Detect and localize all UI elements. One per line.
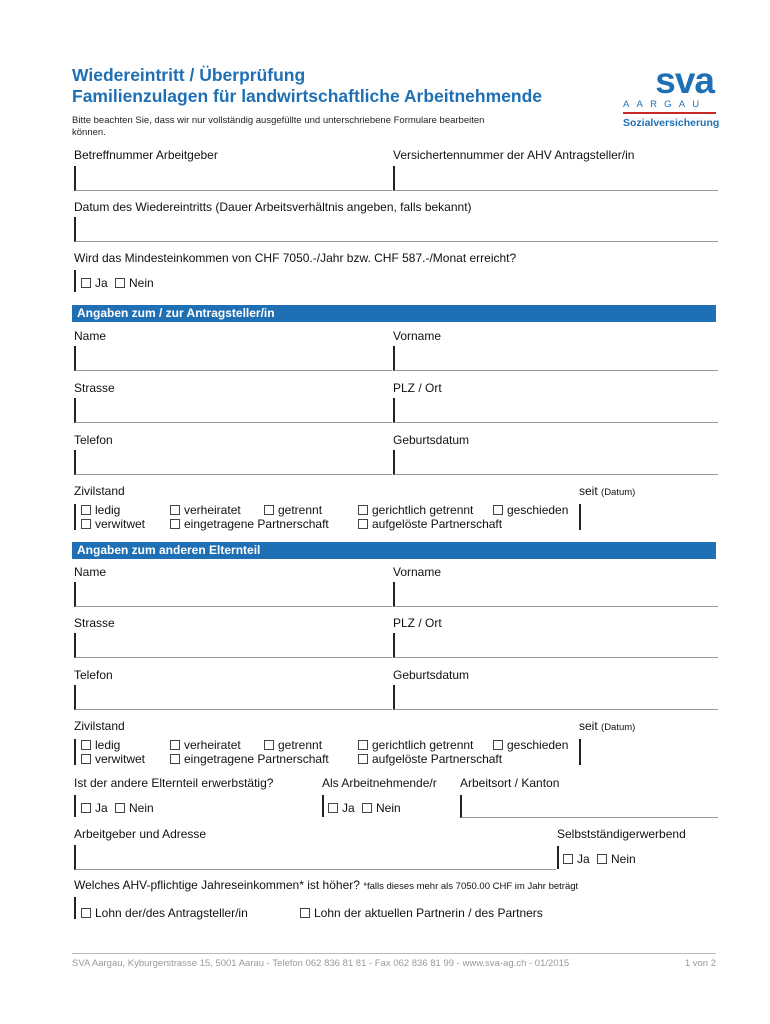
other-single-checkbox[interactable] [81, 738, 120, 752]
field-marker [322, 795, 324, 817]
checkbox-box [170, 754, 180, 764]
other-firstname-label: Vorname [393, 565, 442, 579]
form-subtitle: Familienzulagen für landwirtschaftliche Arbeitnehmende [72, 86, 542, 106]
checkbox-label: Ja [342, 801, 355, 815]
applicant-civil-status-label: Zivilstand [74, 484, 125, 498]
checkbox-box [358, 519, 368, 529]
field-marker [74, 504, 76, 530]
checkbox-box [300, 908, 310, 918]
page-number: 1 von 2 [684, 958, 716, 969]
income-partner-checkbox[interactable] [300, 906, 543, 920]
as-employee-label: Als Arbeitnehmende/r [322, 776, 437, 790]
checkbox-box [358, 740, 368, 750]
ahv-number-label: Versichertennummer der AHV Antragsteller/in [393, 148, 635, 162]
min-income-no-checkbox[interactable] [115, 276, 154, 290]
employer-address-label: Arbeitgeber und Adresse [74, 827, 207, 841]
field-marker [557, 846, 559, 869]
footer-address: SVA Aargau, Kyburgerstrasse 15, 5001 Aarau - Telefon 062 836 81 81 - Fax 062 836 81 99 - www.sva-ag.ch - 01/2015 [72, 958, 570, 969]
checkbox-label: geschieden [507, 503, 569, 517]
checkbox-label: verheiratet [184, 503, 241, 517]
reentry-date-field[interactable] [74, 217, 718, 242]
self-employed-yes-checkbox[interactable] [563, 852, 590, 866]
checkbox-box [81, 908, 91, 918]
applicant-dissolved-checkbox[interactable] [358, 517, 502, 531]
checkbox-box [362, 803, 372, 813]
other-street-label: Strasse [74, 616, 115, 630]
applicant-birthdate-label: Geburtsdatum [393, 433, 470, 447]
other-widowed-checkbox[interactable] [81, 752, 145, 766]
employer-ref-field[interactable] [74, 166, 392, 191]
checkbox-label: Nein [129, 801, 154, 815]
checkbox-label: Lohn der/des Antragsteller/in [95, 906, 248, 920]
checkbox-label: getrennt [278, 738, 323, 752]
other-dissolved-checkbox[interactable] [358, 752, 502, 766]
ahv-number-field[interactable] [393, 166, 718, 191]
checkbox-label: Ja [95, 276, 108, 290]
applicant-street-label: Strasse [74, 381, 115, 395]
other-phone-label: Telefon [74, 668, 113, 682]
reentry-date-label: Datum des Wiedereintritts (Dauer Arbeitsverhältnis angeben, falls bekannt) [74, 200, 472, 214]
checkbox-box [170, 740, 180, 750]
checkbox-box [81, 803, 91, 813]
checkbox-box [81, 740, 91, 750]
checkbox-label: ledig [95, 503, 121, 517]
checkbox-box [493, 505, 503, 515]
checkbox-box [81, 505, 91, 515]
logo-divider [623, 112, 716, 114]
checkbox-label: Ja [95, 801, 108, 815]
applicant-name-label: Name [74, 329, 107, 343]
form-title: Wiedereintritt / Überprüfung [72, 65, 306, 85]
other-separated-checkbox[interactable] [264, 738, 322, 752]
employed-no-checkbox[interactable] [115, 801, 154, 815]
checkbox-label: gerichtlich getrennt [372, 738, 474, 752]
checkbox-label: verwitwet [95, 517, 146, 531]
as-employee-yes-checkbox[interactable] [328, 801, 355, 815]
checkbox-label: aufgelöste Partnerschaft [372, 517, 503, 531]
checkbox-box [563, 854, 573, 864]
min-income-question: Wird das Mindesteinkommen von CHF 7050.-/Jahr bzw. CHF 587.-/Monat erreicht? [74, 251, 517, 265]
other-firstname-field[interactable] [393, 582, 718, 607]
applicant-street-field[interactable] [74, 398, 392, 423]
applicant-legally-separated-checkbox[interactable] [358, 503, 473, 517]
other-legally-separated-checkbox[interactable] [358, 738, 473, 752]
employed-yes-checkbox[interactable] [81, 801, 108, 815]
checkbox-label: eingetragene Partnerschaft [184, 517, 329, 531]
logo-subtitle: Sozialversicherung [623, 117, 720, 129]
other-birthdate-label: Geburtsdatum [393, 668, 470, 682]
self-employed-label: Selbstständigerwerbend [557, 827, 686, 841]
other-birthdate-field[interactable] [393, 685, 718, 710]
applicant-single-checkbox[interactable] [81, 503, 120, 517]
checkbox-label: Lohn der aktuellen Partnerin / des Partners [314, 906, 543, 920]
applicant-section-header: Angaben zum / zur Antragsteller/in [72, 305, 716, 322]
checkbox-label: ledig [95, 738, 121, 752]
other-zip-field[interactable] [393, 633, 718, 658]
field-marker [74, 795, 76, 817]
checkbox-label: Nein [611, 852, 636, 866]
income-footnote: *falls dieses mehr als 7050.00 CHF im Jahr beträgt [363, 881, 579, 892]
employed-question: Ist der andere Elternteil erwerbstätig? [74, 776, 274, 790]
checkbox-label: aufgelöste Partnerschaft [372, 752, 503, 766]
since-hint: (Datum) [601, 487, 636, 498]
logo-region: AARGAU [623, 99, 707, 110]
checkbox-label: getrennt [278, 503, 323, 517]
checkbox-box [81, 278, 91, 288]
income-question [74, 878, 578, 892]
checkbox-label: Nein [129, 276, 154, 290]
applicant-since-label [579, 484, 635, 498]
checkbox-box [170, 519, 180, 529]
min-income-yes-checkbox[interactable] [81, 276, 108, 290]
other-since-label [579, 719, 635, 733]
checkbox-label: verwitwet [95, 752, 146, 766]
other-zip-label: PLZ / Ort [393, 616, 442, 630]
applicant-phone-field[interactable] [74, 450, 392, 475]
employer-address-field[interactable] [74, 845, 556, 870]
completion-note: Bitte beachten Sie, dass wir nur vollständig ausgefüllte und unterschriebene Formulare bearbeiten können. [72, 115, 485, 138]
as-employee-no-checkbox[interactable] [362, 801, 401, 815]
applicant-zip-label: PLZ / Ort [393, 381, 442, 395]
applicant-partnership-checkbox[interactable] [170, 517, 329, 531]
other-divorced-checkbox[interactable] [493, 738, 568, 752]
checkbox-label: Ja [577, 852, 590, 866]
footer-divider [72, 953, 716, 954]
checkbox-label: Nein [376, 801, 401, 815]
checkbox-label: geschieden [507, 738, 569, 752]
income-applicant-checkbox[interactable] [81, 906, 248, 920]
checkbox-box [264, 740, 274, 750]
applicant-divorced-checkbox[interactable] [493, 503, 568, 517]
since-hint: (Datum) [601, 722, 636, 733]
checkbox-box [81, 754, 91, 764]
checkbox-box [115, 803, 125, 813]
other-married-checkbox[interactable] [170, 738, 241, 752]
checkbox-label: gerichtlich getrennt [372, 503, 474, 517]
checkbox-label: eingetragene Partnerschaft [184, 752, 329, 766]
applicant-widowed-checkbox[interactable] [81, 517, 145, 531]
applicant-name-field[interactable] [74, 346, 392, 371]
workplace-label: Arbeitsort / Kanton [460, 776, 560, 790]
applicant-firstname-field[interactable] [393, 346, 718, 371]
self-employed-no-checkbox[interactable] [597, 852, 636, 866]
since-text: seit [579, 719, 598, 733]
applicant-firstname-label: Vorname [393, 329, 442, 343]
employer-ref-label: Betreffnummer Arbeitgeber [74, 148, 218, 162]
checkbox-box [493, 740, 503, 750]
checkbox-box [264, 505, 274, 515]
field-marker [74, 739, 76, 765]
other-phone-field[interactable] [74, 685, 392, 710]
checkbox-label: verheiratet [184, 738, 241, 752]
sva-logo: sva [655, 60, 714, 101]
applicant-birthdate-field[interactable] [393, 450, 718, 475]
other-civil-status-label: Zivilstand [74, 719, 125, 733]
applicant-zip-field[interactable] [393, 398, 718, 423]
checkbox-box [358, 754, 368, 764]
other-partnership-checkbox[interactable] [170, 752, 329, 766]
checkbox-box [328, 803, 338, 813]
other-since-field[interactable] [579, 739, 581, 765]
applicant-phone-label: Telefon [74, 433, 113, 447]
since-text: seit [579, 484, 598, 498]
other-street-field[interactable] [74, 633, 392, 658]
checkbox-box [115, 278, 125, 288]
other-name-field[interactable] [74, 582, 392, 607]
applicant-separated-checkbox[interactable] [264, 503, 322, 517]
checkbox-box [358, 505, 368, 515]
applicant-since-field[interactable] [579, 504, 581, 530]
applicant-married-checkbox[interactable] [170, 503, 241, 517]
other-parent-section-header: Angaben zum anderen Elternteil [72, 542, 716, 559]
income-question-text: Welches AHV-pflichtige Jahreseinkommen* ist höher? [74, 878, 360, 892]
checkbox-box [170, 505, 180, 515]
other-name-label: Name [74, 565, 107, 579]
field-marker [74, 270, 76, 292]
workplace-field[interactable] [460, 795, 718, 818]
field-marker [74, 897, 76, 919]
checkbox-box [597, 854, 607, 864]
checkbox-box [81, 519, 91, 529]
